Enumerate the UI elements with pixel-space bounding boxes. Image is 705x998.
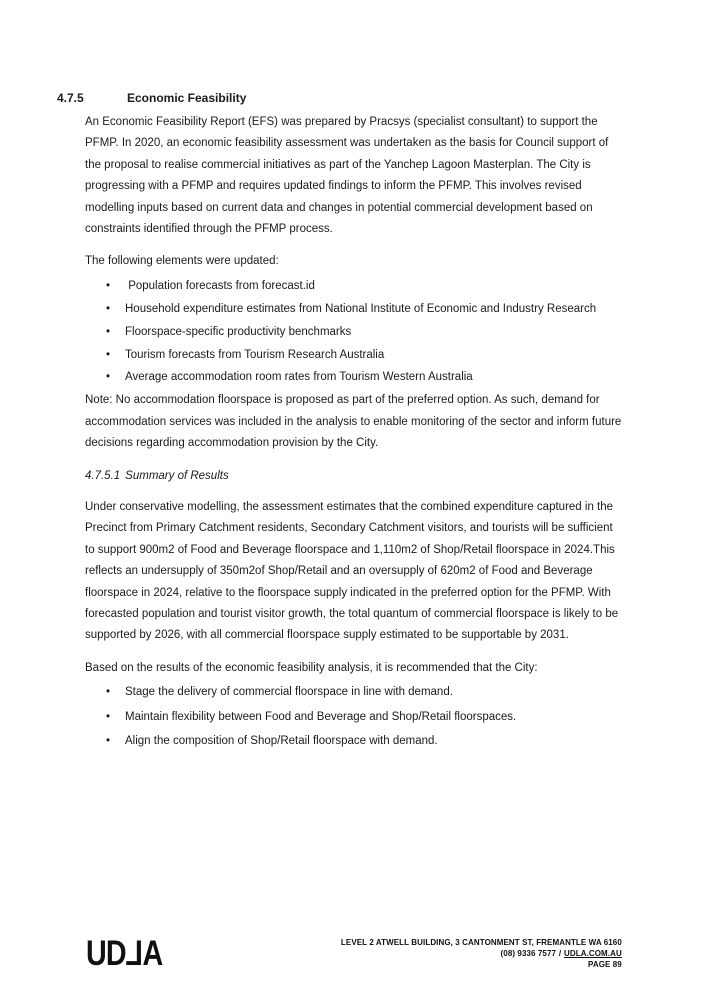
section-heading: [57, 0, 705, 106]
subsection-heading: [85, 466, 625, 487]
list-item: [105, 276, 625, 297]
list-item-text: Tourism forecasts from Tourism Research Australia: [125, 348, 385, 361]
updated-list-intro: The following elements were updated:: [85, 255, 279, 268]
footer-contact-line: [341, 948, 622, 959]
body-copy: [85, 112, 625, 752]
list-item-text: Maintain flexibility between Food and Beverage and Shop/Retail floorspaces.: [125, 710, 517, 723]
footer-phone: (08) 9336 7577: [500, 948, 557, 958]
udla-logo: [86, 934, 162, 974]
recommendations-list: [85, 682, 625, 752]
logo-letter: D: [105, 934, 126, 973]
section-number: 4.7.5: [57, 91, 84, 105]
subsection-title: Summary of Results: [125, 469, 229, 482]
list-item: [105, 707, 625, 728]
list-item-text: Household expenditure estimates from National Institute of Economic and Industry Research: [125, 302, 597, 315]
intro-paragraph: An Economic Feasibility Report (EFS) was prepared by Pracsys (specialist consultant) to support the PFMP. In 2020, an economic feasibility assessment was undertaken as the basis for Council support of the proposal to realise commercial initiatives as part of the Yanchep Lagoon Masterplan. The City is progressing with a PFMP and requires updated findings to inform the PFMP. This involves revised modelling inputs based on current data and changes in potential commercial development based on constraints identified through the PFMP process.: [85, 116, 609, 236]
list-item: [105, 731, 625, 752]
logo-letter: A: [142, 934, 163, 973]
list-item-text: Align the composition of Shop/Retail floorspace with demand.: [125, 735, 438, 748]
logo-letter: U: [86, 934, 106, 973]
list-item-text: Average accommodation room rates from Tourism Western Australia: [125, 371, 473, 384]
list-item: [105, 345, 625, 366]
footer-address: LEVEL 2 ATWELL BUILDING, 3 CANTONMENT ST, FREMANTLE WA 6160: [341, 937, 622, 947]
summary-paragraph: Under conservative modelling, the assessment estimates that the combined expenditure captured in the Precinct from Primary Catchment residents, Secondary Catchment visitors, and tourists will be sufficient to support 900m2 of Food and Beverage floorspace and 1,110m2 of Shop/Retail floorspace in 2024.This reflects an undersupply of 350m2of Shop/Retail and an oversupply of 620m2 of Food and Beverage floorspace in 2024, relative to the floorspace supply indicated in the preferred option for the PFMP. With forecasted population and tourist visitor growth, the total quantum of commercial floorspace is likely to be supported by 2026, with all commercial floorspace supply estimated to be supportable by 2031.: [85, 501, 619, 642]
list-item: [105, 367, 625, 388]
footer-info: [341, 937, 622, 970]
footer-page-number: PAGE 89: [588, 959, 622, 969]
recommendation-intro: Based on the results of the economic feasibility analysis, it is recommended that the City:: [85, 661, 538, 674]
list-item: [105, 299, 625, 320]
logo-letter-mirrored: L: [125, 934, 143, 973]
updated-elements-list: [85, 276, 625, 389]
list-item-text: Population forecasts from forecast.id: [125, 279, 315, 292]
footer-website-link[interactable]: UDLA.COM.AU: [564, 948, 622, 958]
list-item-text: Floorspace-specific productivity benchmarks: [125, 325, 352, 338]
section-title: Economic Feasibility: [127, 91, 247, 105]
list-item-text: Stage the delivery of commercial floorspace in line with demand.: [125, 686, 453, 699]
list-item: [105, 682, 625, 703]
list-item: [105, 322, 625, 343]
note-paragraph: Note: No accommodation floorspace is proposed as part of the preferred option. As such, demand for accommodation services was included in the analysis to enable monitoring of the sector and inform future decisions regarding accommodation provision by the City.: [85, 394, 622, 450]
footer-separator: /: [559, 948, 562, 958]
subsection-number: 4.7.5.1: [85, 469, 121, 482]
